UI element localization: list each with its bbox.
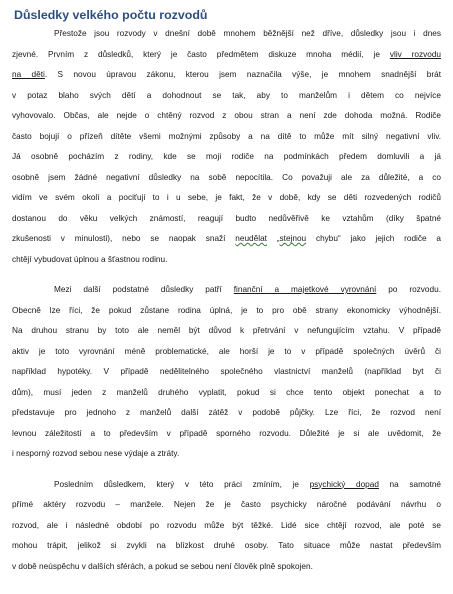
text-line: představuje pro jednoho z manželů další zátěž v podobě půjčky. Lze říci, že rozvod není bbox=[12, 408, 441, 417]
text-line: například hypotéky. V případě nedělitelného společného vlastnictví manželů (například byt či bbox=[12, 367, 441, 376]
text-line: rozvod, ale i následné období po rozvodu může být těžké. Lidé sice chtějí rozvod, ale poté se bbox=[12, 520, 441, 530]
text-line: přímé aktéry rozvodu – manžele. Nejen že je často psychicky náročné podávání návrhu o bbox=[12, 500, 441, 509]
link-psychicky-dopad[interactable]: psychický dopad bbox=[309, 479, 379, 489]
text-line: zjevné. Prvním z důsledků, který je často předmětem diskuze mnoha médií, je vliv rozvodu bbox=[12, 49, 442, 59]
text-line: levnou záležitostí a to především v případě sporného rozvodu. Důležité je si ale uvědomit, že bbox=[12, 428, 441, 438]
text-line: Já osobně pocházím z rodiny, kde se moji rodiče na podmínkách předem domluvili a já bbox=[12, 152, 441, 161]
text-line: Na druhou stranu by toto ale neměl být důvod k přetrvání v nefungujícím vztahu. V případě bbox=[12, 326, 441, 335]
paragraph-3 bbox=[12, 475, 441, 578]
text-line: vyhovovalo. Občas, ale nejde o chtěný rozvod z obou stran a není zde dohoda možná. Rodiče bbox=[12, 111, 441, 120]
text-line: zkušenosti v minulosti), nebo se naopak snaží neudělat „stejnou chybu“ jako jejich rodiče a bbox=[12, 234, 442, 243]
paragraph-2 bbox=[12, 280, 441, 465]
text-line: Posledním důsledkem, který v této práci zmíním, je psychický dopad na samotné bbox=[54, 479, 441, 489]
text-line: dům), musí jeden z manželů druhého vyplatit, pokud si chce tento objekt ponechat a to bbox=[12, 387, 441, 397]
paragraph-1 bbox=[12, 24, 441, 270]
text-line: Obecně lze říci, že pokud zůstane rodina úplná, je to pro obě strany ekonomicky výhodnější. bbox=[12, 305, 441, 315]
text-line: aktiv je toto vyrovnání méně problematické, ale horší je to v případě společných úvěrů či bbox=[12, 346, 441, 356]
text-line: na děti. S novou úpravou zákonu, kterou jsem naznačila výše, je mnohem snadnější brát bbox=[12, 70, 441, 79]
text-line: v době neúspěchu v dalších sférách, a pokud se sebou není člověk plně spokojen. bbox=[12, 561, 313, 571]
text-line: dostanou do věku velkých známostí, reagují budto nedůvěřivě ke vztahům (díky špatné bbox=[12, 213, 441, 223]
text-line: v potaz blaho svých dětí a dohodnout se tak, aby to manželům i dětem co nejvíce bbox=[12, 90, 441, 100]
text-line: chtějí vybudovat úplnou a šťastnou rodinu. bbox=[12, 254, 168, 264]
link-financni-vyrovnani[interactable]: finanční a majetkové vyrovnání bbox=[233, 285, 377, 294]
document-heading: Důsledky velkého počtu rozvodů bbox=[14, 8, 208, 22]
spellcheck-word[interactable]: neudělat bbox=[235, 234, 267, 243]
text-line: Přestože jsou rozvody v dnešní době mnohem běžnější než dříve, důsledky jsou i dnes bbox=[54, 29, 441, 38]
text-line: i nesporný rozvod sebou nese výdaje a ztráty. bbox=[12, 449, 180, 458]
text-line: mohou trápit, jelikož si zvykli na blízkost druhé osoby. Tato situace může nastat především bbox=[12, 541, 441, 550]
spellcheck-word[interactable]: stejnou bbox=[279, 234, 307, 243]
text-line: osobně jsem žádné negativní důsledky na sobě nepocítila. Co považuji ale za důležité, a co bbox=[12, 172, 441, 182]
link-vliv-rozvodu[interactable]: vliv rozvodu bbox=[389, 49, 442, 59]
text-line: Mezi další podstatné důsledky patří finanční a majetkové vyrovnání po rozvodu. bbox=[54, 285, 441, 294]
text-line: často bojují o přízeň dítěte všemi možnými způsoby a na dítě to může mít silný negativní vliv. bbox=[12, 131, 441, 141]
link-na-deti[interactable]: na děti bbox=[12, 70, 45, 79]
text-line: vidím ve svém okolí a pociťuji to i u sebe, je fakt, že v době, kdy se děti rozvedených rodičů bbox=[12, 193, 441, 202]
